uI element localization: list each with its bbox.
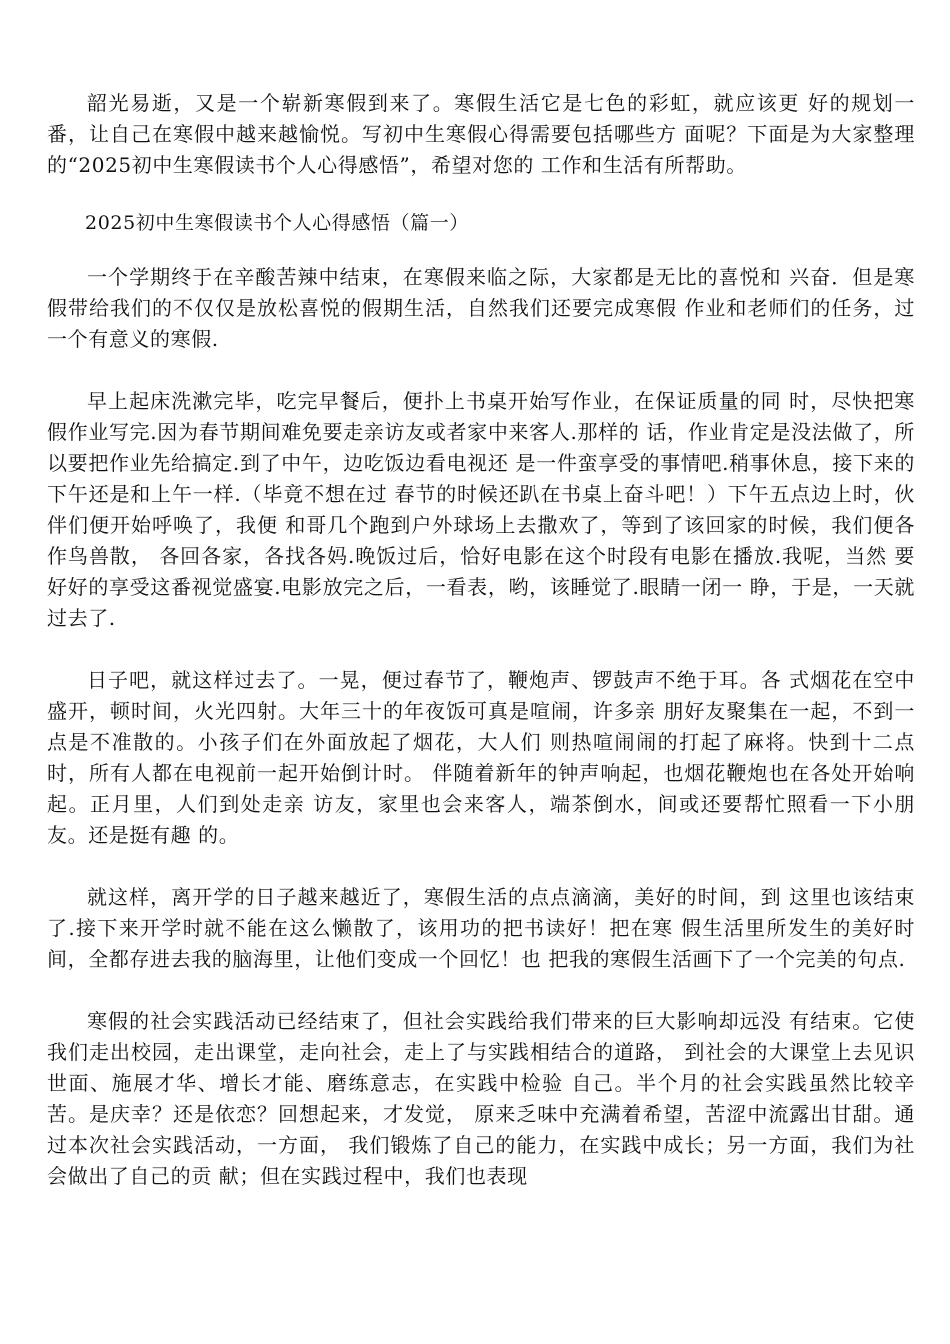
body-paragraph-5: 寒假的社会实践活动已经结束了，但社会实践给我们带来的巨大影响却远没 有结束。它使我们走出校园，走出课堂，走向社会，走上了与实践相结合的道路， 到社会的大课堂上去见识世面、施展才华、增长才能、磨练意志，在实践中检验 自己。半个月的社会实践虽然比较辛苦。是庆幸？还是依恋？回想起来，才发觉， 原来乏味中充满着希望，苦涩中流露出甘甜。通过本次社会实践活动，一方面， 我们锻炼了自己的能力，在实践中成长；另一方面，我们为社会做出了自己的贡 献；但在实践过程中，我们也表现 <box>47 1009 915 1188</box>
intro-paragraph: 韶光易逝，又是一个崭新寒假到来了。寒假生活它是七色的彩虹，就应该更 好的规划一番，让自己在寒假中越来越愉悦。写初中生寒假心得需要包括哪些方 面呢？下面是为大家整理的“2025初中生寒假读书个人心得感悟”，希望对您的 工作和生活有所帮助。 <box>47 91 915 177</box>
section-heading: 2025初中生寒假读书个人心得感悟（篇一） <box>85 212 469 234</box>
body-paragraph-4: 就这样，离开学的日子越来越近了，寒假生活的点点滴滴，美好的时间，到 这里也该结束了.接下来开学时就不能在这么懒散了，该用功的把书读好！把在寒 假生活里所发生的美好时间，全都存进去我的脑海里，让他们变成一个回忆！也 把我的寒假生活画下了一个完美的句点. <box>47 885 915 971</box>
body-paragraph-3: 日子吧，就这样过去了。一晃，便过春节了，鞭炮声、锣鼓声不绝于耳。各 式烟花在空中盛开，顿时间，火光四射。大年三十的年夜饭可真是喧闹，许多亲 朋好友聚集在一起，不到一点是不准散的。小孩子们在外面放起了烟花，大人们 则热喧闹闹的打起了麻将。快到十二点时，所有人都在电视前一起开始倒计时。 伴随着新年的钟声响起，也烟花鞭炮也在各处开始响起。正月里，人们到处走亲 访友，家里也会来客人，端茶倒水，间或还要帮忙照看一下小朋友。还是挺有趣 的。 <box>47 668 915 847</box>
body-paragraph-2: 早上起床洗漱完毕，吃完早餐后，便扑上书桌开始写作业，在保证质量的同 时，尽快把寒假作业写完.因为春节期间难免要走亲访友或者家中来客人.那样的 话，作业肯定是没法做了，所以要把作业先给搞定.到了中午，边吃饭边看电视还 是一件蛮享受的事情吧.稍事休息，接下来的下午还是和上午一样.（毕竟不想在过 春节的时候还趴在书桌上奋斗吧！）下午五点边上时，伙伴们便开始呼唤了，我便 和哥几个跑到户外球场上去撒欢了，等到了该回家的时候，我们便各作鸟兽散， 各回各家，各找各妈.晚饭过后，恰好电影在这个时段有电影在播放.我呢，当然 要好好的享受这番视觉盛宴.电影放完之后，一看表，哟，该睡觉了.眼睛一闭一 睁，于是，一天就过去了. <box>47 389 915 630</box>
document-body <box>47 88 915 1192</box>
body-paragraph-1: 一个学期终于在辛酸苦辣中结束，在寒假来临之际，大家都是无比的喜悦和 兴奋．但是寒假带给我们的不仅仅是放松喜悦的假期生活，自然我们还要完成寒假 作业和老师们的任务，过一个有意义的寒假. <box>47 265 915 351</box>
